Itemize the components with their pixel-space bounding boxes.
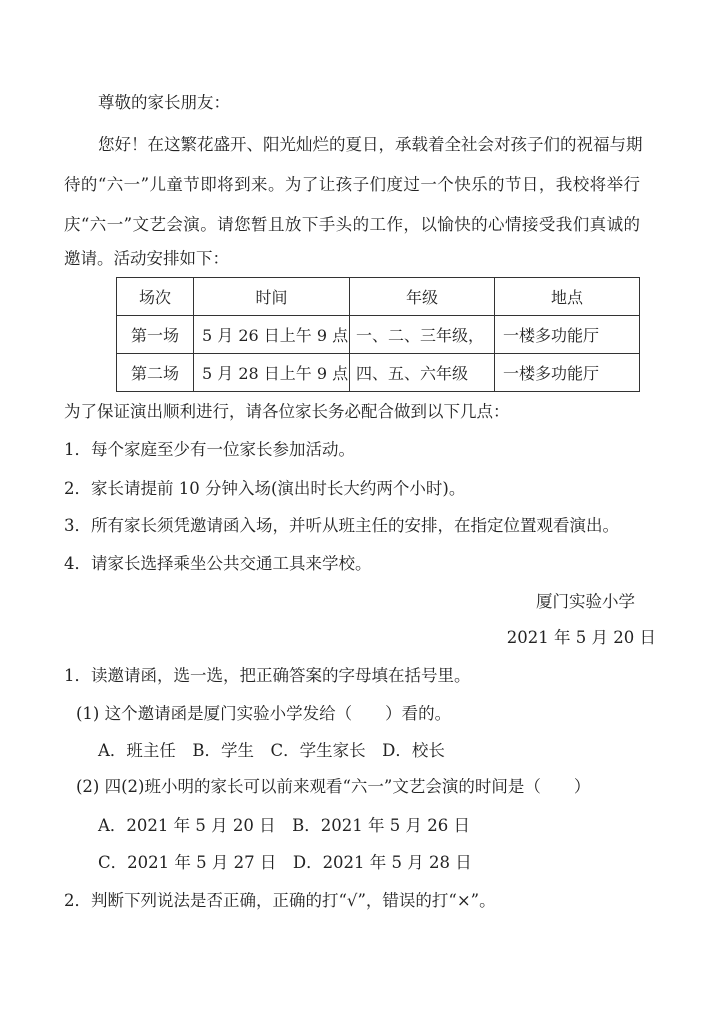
- question-1-2-options-cd: C．2021 年 5 月 27 日 D．2021 年 5 月 28 日: [98, 853, 472, 872]
- table-cell: 5 月 28 日上午 9 点: [194, 354, 350, 392]
- body-line-4: 邀请。活动安排如下：: [64, 249, 229, 268]
- table-header-row: [117, 278, 640, 316]
- table-cell: 一楼多功能厅: [495, 354, 640, 392]
- letter-date: 2021 年 5 月 20 日: [506, 628, 656, 647]
- question-1-1-options: A．班主任 B．学生 C．学生家长 D．校长: [98, 741, 445, 760]
- header-cell-location: 地点: [495, 278, 640, 316]
- body-line-2: 待的“六一”儿童节即将到来。为了让孩子们度过一个快乐的节日，我校将举行: [64, 175, 640, 194]
- question-1-2: (2) 四(2)班小明的家长可以前来观看“六一”文艺会演的时间是（ ）: [76, 777, 591, 796]
- notice-point-3: 3．所有家长须凭邀请函入场，并听从班主任的安排，在指定位置观看演出。: [64, 516, 619, 535]
- question-1-title: 1．读邀请函，选一选，把正确答案的字母填在括号里。: [64, 666, 471, 685]
- table-cell: 5 月 26 日上午 9 点: [194, 316, 350, 354]
- body-line-1: 您好！在这繁花盛开、阳光灿烂的夏日，承载着全社会对孩子们的祝福与期: [98, 135, 643, 154]
- notice-point-2: 2．家长请提前 10 分钟入场(演出时长大约两个小时)。: [64, 479, 466, 498]
- table-row: [117, 354, 640, 392]
- notice-point-4: 4．请家长选择乘坐公共交通工具来学校。: [64, 554, 372, 573]
- table-cell: 第一场: [117, 316, 194, 354]
- question-1-1: (1) 这个邀请函是厦门实验小学发给（ ）看的。: [76, 704, 452, 723]
- notice-intro: 为了保证演出顺利进行，请各位家长务必配合做到以下几点：: [64, 402, 510, 421]
- greeting: 尊敬的家长朋友：: [98, 93, 230, 112]
- table-row: [117, 316, 640, 354]
- table-cell: 一楼多功能厅: [495, 316, 640, 354]
- table-cell: 四、五、六年级: [350, 354, 495, 392]
- signature: 厦门实验小学: [536, 592, 635, 611]
- notice-point-1: 1．每个家庭至少有一位家长参加活动。: [64, 440, 355, 459]
- header-cell-time: 时间: [194, 278, 350, 316]
- question-1-2-options-ab: A．2021 年 5 月 20 日 B．2021 年 5 月 26 日: [98, 816, 470, 835]
- schedule-table: [116, 277, 640, 392]
- table-cell: 一、二、三年级，: [350, 316, 495, 354]
- table-cell: 第二场: [117, 354, 194, 392]
- question-2-title: 2．判断下列说法是否正确，正确的打“√”，错误的打“×”。: [64, 891, 496, 910]
- header-cell-session: 场次: [117, 278, 194, 316]
- body-line-3: 庆“六一”文艺会演。请您暂且放下手头的工作，以愉快的心情接受我们真诚的: [64, 215, 640, 234]
- header-cell-grade: 年级: [350, 278, 495, 316]
